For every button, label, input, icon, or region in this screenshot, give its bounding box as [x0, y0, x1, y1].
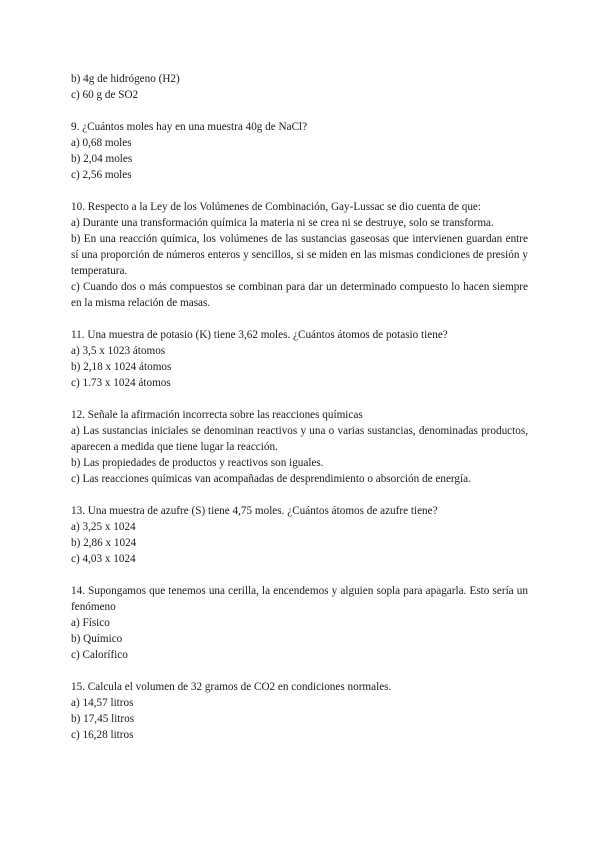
option-a: a) Durante una transformación química la materia ni se crea ni se destruye, solo se transforma.	[71, 217, 494, 229]
question-text: 11. Una muestra de potasio (K) tiene 3,62 moles. ¿Cuántos átomos de potasio tiene?	[71, 329, 448, 341]
question-text: 12. Señale la afirmación incorrecta sobre las reacciones químicas	[71, 409, 363, 421]
option-c: c) 2,56 moles	[71, 169, 132, 181]
option-b: b) 2,18 x 1024 átomos	[71, 361, 172, 373]
option-c: c) 4,03 x 1024	[71, 553, 136, 565]
option-b: b) Químico	[71, 633, 123, 645]
option-a: a) 14,57 litros	[71, 697, 134, 709]
question-text: 14. Supongamos que tenemos una cerilla, la encendemos y alguien sopla para apagarla. Esto sería un fenómeno	[71, 585, 528, 613]
option-c: c) Calorífico	[71, 649, 128, 661]
question-9	[71, 119, 528, 183]
option-b: b) 4g de hidrógeno (H2)	[71, 73, 180, 85]
question-11	[71, 327, 528, 391]
option-b: b) 2,86 x 1024	[71, 537, 137, 549]
question-10	[71, 199, 528, 311]
option-a: a) Físico	[71, 617, 110, 629]
option-b: b) 17,45 litros	[71, 713, 135, 725]
option-b: b) 2,04 moles	[71, 153, 133, 165]
option-c: c) 60 g de SO2	[71, 89, 139, 101]
page-content	[71, 71, 528, 743]
question-8-continued	[71, 71, 528, 103]
question-text: 15. Calcula el volumen de 32 gramos de CO2 en condiciones normales.	[71, 681, 392, 693]
option-a: a) 3,25 x 1024	[71, 521, 136, 533]
option-c: c) 16,28 litros	[71, 729, 134, 741]
option-c: c) Cuando dos o más compuestos se combinan para dar un determinado compuesto lo hacen siempre en la misma relación de masas.	[71, 281, 528, 309]
option-a: a) Las sustancias iniciales se denominan reactivos y una o varias sustancias, denominadas productos, aparecen a medida que tiene lugar la reacción.	[71, 425, 528, 453]
option-b: b) Las propiedades de productos y reactivos son iguales.	[71, 457, 324, 469]
question-text: 9. ¿Cuántos moles hay en una muestra 40g de NaCl?	[71, 121, 308, 133]
option-a: a) 0,68 moles	[71, 137, 132, 149]
question-13	[71, 503, 528, 567]
option-a: a) 3,5 x 1023 átomos	[71, 345, 166, 357]
option-c: c) 1.73 x 1024 átomos	[71, 377, 171, 389]
option-c: c) Las reacciones químicas van acompañadas de desprendimiento o absorción de energía.	[71, 473, 471, 485]
question-text: 13. Una muestra de azufre (S) tiene 4,75 moles. ¿Cuántos átomos de azufre tiene?	[71, 505, 438, 517]
question-text: 10. Respecto a la Ley de los Volúmenes de Combinación, Gay-Lussac se dio cuenta de que:	[71, 201, 481, 213]
option-b: b) En una reacción química, los volúmenes de las sustancias gaseosas que intervienen guardan entre sí una proporción de números enteros y sencillos, si se miden en las mismas condiciones de presión y temperatura.	[71, 233, 528, 277]
question-14	[71, 583, 528, 663]
question-12	[71, 407, 528, 487]
question-15	[71, 679, 528, 743]
